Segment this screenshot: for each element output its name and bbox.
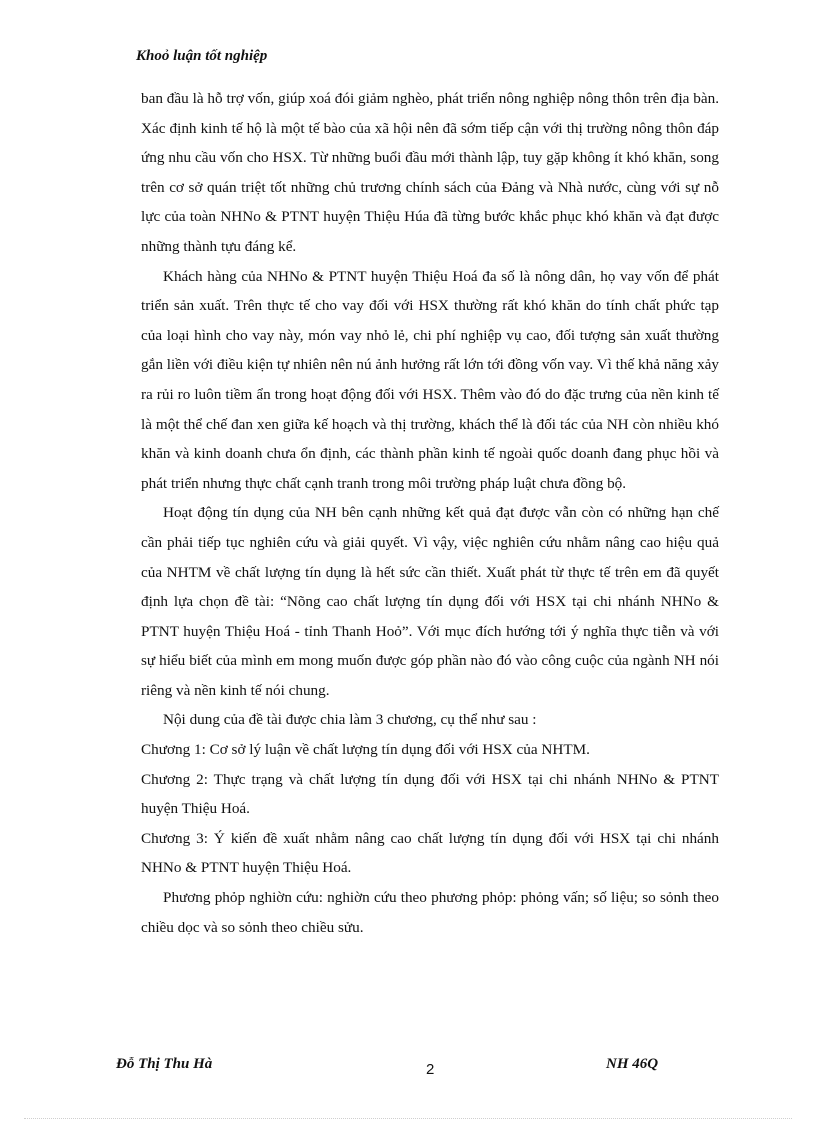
page-number: 2 bbox=[426, 1061, 435, 1078]
running-header: Khoỏ luận tốt nghiệp bbox=[136, 48, 268, 64]
chapter-3-item: Chương 3: Ý kiến đề xuất nhằm nâng cao chất lượng tín dụng đối với HSX tại chi nhánh NHNo & PTNT huyện Thiệu Hoá. bbox=[141, 829, 719, 877]
page-bottom-divider bbox=[24, 1118, 792, 1119]
chapter-2-item: Chương 2: Thực trạng và chất lượng tín dụng đối với HSX tại chi nhánh NHNo & PTNT huyện Thiệu Hoá. bbox=[141, 770, 719, 818]
footer-class: NH 46Q bbox=[606, 1056, 659, 1072]
research-method-paragraph: Phương phỏp nghiờn cứu: nghiờn cứu theo phương phỏp: phỏng vấn; số liệu; so sỏnh theo chiều dọc và so sỏnh theo chiều sửu. bbox=[141, 889, 719, 936]
paragraph-2: Khách hàng của NHNo & PTNT huyện Thiệu Hoá đa số là nông dân, họ vay vốn để phát triển sản xuất. Trên thực tế cho vay đối với HSX thường rất khó khăn do tính chất phức tạp của loại hình cho vay này, món vay nhỏ lẻ, chi phí nghiệp vụ cao, đối tượng sản xuất thường gắn liền với điều kiện tự nhiên nên nú ảnh hưởng rất lớn tới đồng vốn vay. Vì thế khả năng xảy ra rủi ro luôn tiềm ẩn trong hoạt động đối với HSX. Thêm vào đó do đặc trưng của nền kinh tế là một thể chế đan xen giữa kế hoạch và thị trường, khách thể là đối tác của NH còn nhiều khó khăn và kinh doanh chưa ổn định, các thành phần kinh tế ngoài quốc doanh đang phục hồi và phát triển nhưng thực chất cạnh tranh trong môi trường pháp luật chưa đồng bộ. bbox=[141, 267, 719, 492]
paragraph-4: Nội dung của đề tài được chia làm 3 chương, cụ thể như sau : bbox=[163, 711, 537, 729]
document-body bbox=[141, 84, 719, 942]
paragraph-3: Hoạt động tín dụng của NH bên cạnh những kết quả đạt được vẫn còn có những hạn chế cần phải tiếp tục nghiên cứu và giải quyết. Vì vậy, việc nghiên cứu nhằm nâng cao hiệu quả của NHTM về chất lượng tín dụng là hết sức cần thiết. Xuất phát từ thực tế trên em đã quyết định lựa chọn đề tài: “Nõng cao chất lượng tín dụng đối với HSX tại chi nhánh NHNo & PTNT huyện Thiệu Hoá - tỉnh Thanh Hoỏ”. Với mục đích hướng tới ý nghĩa thực tiễn và với sự hiểu biết của mình em mong muốn được góp phần nào đó vào công cuộc của ngành NH nói riêng và nền kinh tế nói chung. bbox=[141, 504, 719, 699]
chapter-1-item: Chương 1: Cơ sở lý luận về chất lượng tín dụng đối với HSX của NHTM. bbox=[141, 741, 590, 759]
paragraph-1: ban đầu là hỗ trợ vốn, giúp xoá đói giảm nghèo, phát triển nông nghiệp nông thôn trên địa bàn. Xác định kinh tế hộ là một tế bào của xã hội nên đã sớm tiếp cận với thị trường nông thôn đáp ứng nhu cầu vốn cho HSX. Từ những buổi đầu mới thành lập, tuy gặp không ít khó khăn, song trên cơ sở quán triệt tốt những chủ trương chính sách của Đảng và Nhà nước, cùng với sự nỗ lực của toàn NHNo & PTNT huyện Thiệu Húa đã từng bước khắc phục khó khăn và đạt được những thành tựu đáng kể. bbox=[141, 90, 719, 255]
footer-author: Đỗ Thị Thu Hà bbox=[116, 1056, 213, 1072]
